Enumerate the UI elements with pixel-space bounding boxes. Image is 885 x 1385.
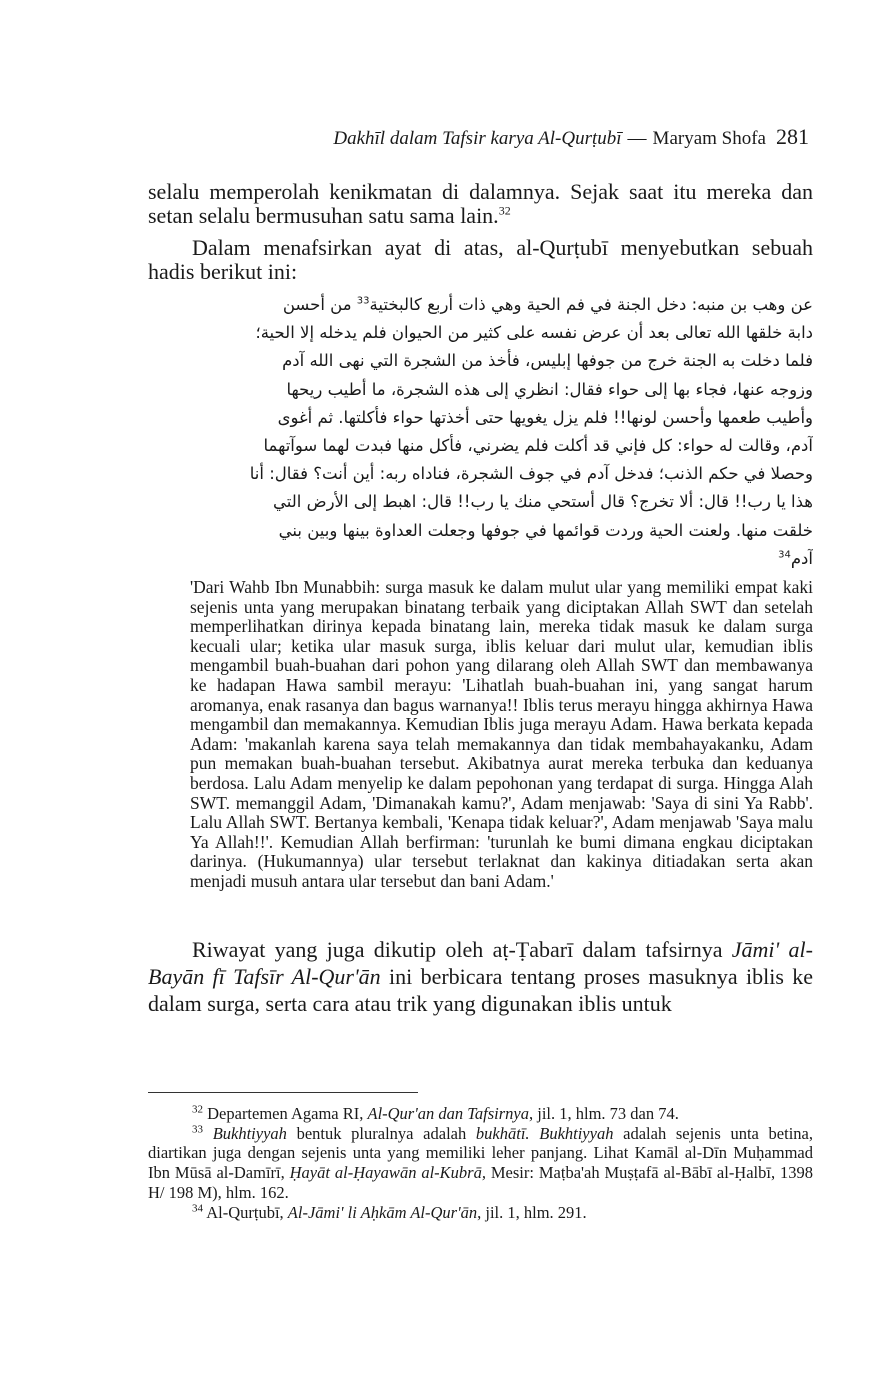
running-title: Dakhīl dalam Tafsir karya Al-Qurṭubī [333, 128, 622, 149]
arabic-line-5: وأطيب طعمها وأحسن لونها!! فلم يزل يغويها حتى أخذتها حواء فأكلتها. ثم أغوى [277, 407, 813, 427]
footnote-34-text-a: Al-Qurṭubī, [206, 1202, 288, 1222]
footnote-33-number: 33 [192, 1123, 203, 1136]
footnote-33-text-c: Mesir: Maṭba'ah Muṣṭafā al-Bābī al-Ḥalbī, 1398 H/ 198 M), hlm. 162. [148, 1163, 813, 1202]
arabic-line-10 [190, 545, 813, 573]
footnote-34 [148, 1203, 813, 1223]
arabic-line-1 [190, 291, 813, 319]
footnote-33-title: Ḥayāt al-Ḥayawān al-Kubrā, [289, 1163, 486, 1183]
footnote-34-number: 34 [192, 1202, 203, 1215]
paragraph-1-text: selalu memperolah kenikmatan di dalamnya. Sejak saat itu mereka dan setan selalu bermusuhan satu sama lain. [148, 179, 813, 228]
arabic-hadith [190, 291, 813, 573]
footnote-34-title: Al-Jāmi' li Aḥkām Al-Qur'ān [287, 1202, 478, 1222]
footnote-ref-32: 32 [498, 203, 511, 218]
footnote-33-term-2: bukhātī. [475, 1123, 530, 1143]
footnote-separator [148, 1092, 418, 1093]
footnote-32 [148, 1104, 813, 1124]
footnote-32-number: 32 [192, 1103, 203, 1116]
footnotes [148, 1104, 813, 1222]
paragraph-1 [148, 180, 813, 228]
footnote-33 [148, 1124, 813, 1203]
paragraph-3 [148, 936, 813, 1017]
footnote-33-term-3: Bukhtiyyah [539, 1123, 614, 1143]
arabic-line-4: وزوجه عنها، فجاء بها إلى حواء فقال: انظري إلى هذه الشجرة، ما أطيب ريحها [286, 379, 813, 399]
footnote-33-term: Bukhtiyyah [212, 1123, 287, 1143]
footnote-33-space [530, 1124, 540, 1143]
arabic-line-7: وحصلا في حكم الذنب؛ فدخل آدم في جوف الشجرة، فناداه ربه: أين أنت؟ فقال: أنا [249, 464, 813, 484]
header-author: Maryam Shofa [652, 128, 766, 149]
footnote-33-text-b: adalah sejenis unta betina, diartikan juga dengan sejenis unta yang memiliki leher panjang. Lihat Kamāl al-Dīn Muḥammad Ibn Mūsā al-Damīrī, [148, 1123, 814, 1183]
paragraph-2 [148, 236, 813, 284]
arabic-line-2: دابة خلقها الله تعالى بعد أن عرض نفسه على كثير من الحيوان فلم يدخله إلا الحية؛ [255, 323, 813, 343]
footnote-33-text-a: bentuk pluralnya adalah [286, 1123, 476, 1143]
footnote-ref-34: 34 [778, 549, 791, 561]
paragraph-2-text: Dalam menafsirkan ayat di atas, al-Qurṭubī menyebutkan sebuah hadis berikut ini: [148, 235, 813, 284]
arabic-line-3: فلما دخلت به الجنة خرج من جوفها إبليس، فأخذ من الشجرة التي نهى الله آدم [282, 351, 813, 371]
footnote-32-text-a: Departemen Agama RI, [207, 1104, 368, 1123]
paragraph-3-book-title: Jāmi' al-Bayān fī Tafsīr Al-Qur'ān [148, 937, 813, 989]
running-header [333, 124, 809, 150]
footnote-32-text-b: , jil. 1, hlm. 73 dan 74. [529, 1104, 679, 1123]
hadith-translation: 'Dari Wahb Ibn Munabbih: surga masuk ke dalam mulut ular yang memiliki empat kaki sejenis unta yang merupakan binatang terbaik yang diciptakan Allah SWT dan setelah memperlihatkan dirinya kepada binatang lain, mereka tidak masuk ke dalam surga kecuali ular; ketika ular masuk surga, iblis keluar dari mulut ular, kemudian iblis mengambil buah-buahan dari pohon yang dilarang oleh Allah SWT dan membawanya ke hadapan Hawa sambil merayu: 'Lihatlah buah-buahan ini, yang sangat harum aromanya, enak rasanya dan bagus warnanya!! Iblis terus merayu hingga akhirnya Hawa mengambil dan memakannya. Kemudian Iblis juga merayu Adam. Hawa berkata kepada Adam: 'makanlah karena saya telah memakannya dan tidak membahayakanku, Adam pun memakan buah-buahan tersebut. Akibatnya aurat mereka terbuka dan keduanya berdosa. Lalu Adam menyelip ke dalam pepohonan yang terdapat di surga. Hingga Alah SWT. memanggil Adam, 'Dimanakah kamu?', Adam menjawab: 'Saya di sini Ya Rabb'. Lalu Allah SWT. Bertanya kembali, 'Kenapa tidak keluar?', Adam menjawab 'Saya malu Ya Allah!!'. Kemudian Allah berfirman: 'turunlah ke bumi dimana engkau diciptakan darinya. (Hukumannya) ular tersebut terlaknat dan kakinya ditiadakan serta akan menjadi musuh antara ular tersebut dan bani Adam.' [190, 577, 813, 891]
footnote-32-title: Al-Qur'an dan Tafsirnya [367, 1104, 530, 1123]
page-number: 281 [776, 124, 809, 149]
arabic-line-1-end: من أحسن [282, 295, 357, 314]
footnote-ref-33: 33 [356, 295, 370, 307]
arabic-line-10-text: آدم [790, 548, 813, 568]
header-dash: — [627, 128, 647, 149]
arabic-line-6: آدم، وقالت له حواء: كل فإني قد أكلت فلم يضرني، فأكل منها فبدت لهما سوآتهما [263, 436, 813, 456]
arabic-line-1-text: عن وهب بن منبه: دخل الجنة في فم الحية وهي ذات أربع كالبختية [369, 295, 813, 314]
paragraph-3-text-b: ini berbicara tentang proses masuknya iblis ke dalam surga, serta cara atau trik yang digunakan iblis untuk [148, 964, 813, 1016]
arabic-line-8: هذا يا رب!! قال: ألا تخرج؟ قال أستحي منك يا رب!! قال: اهبط إلى الأرض التي [273, 492, 813, 512]
arabic-line-9: خلقت منها. ولعنت الحية وردت قوائمها في جوفها وجعلت العداوة بينها وبين بني [278, 520, 813, 540]
footnote-34-text-b: , jil. 1, hlm. 291. [477, 1202, 587, 1222]
paragraph-3-text-a: Riwayat yang juga dikutip oleh aṭ-Ṭabarī dalam tafsirnya [192, 937, 732, 962]
